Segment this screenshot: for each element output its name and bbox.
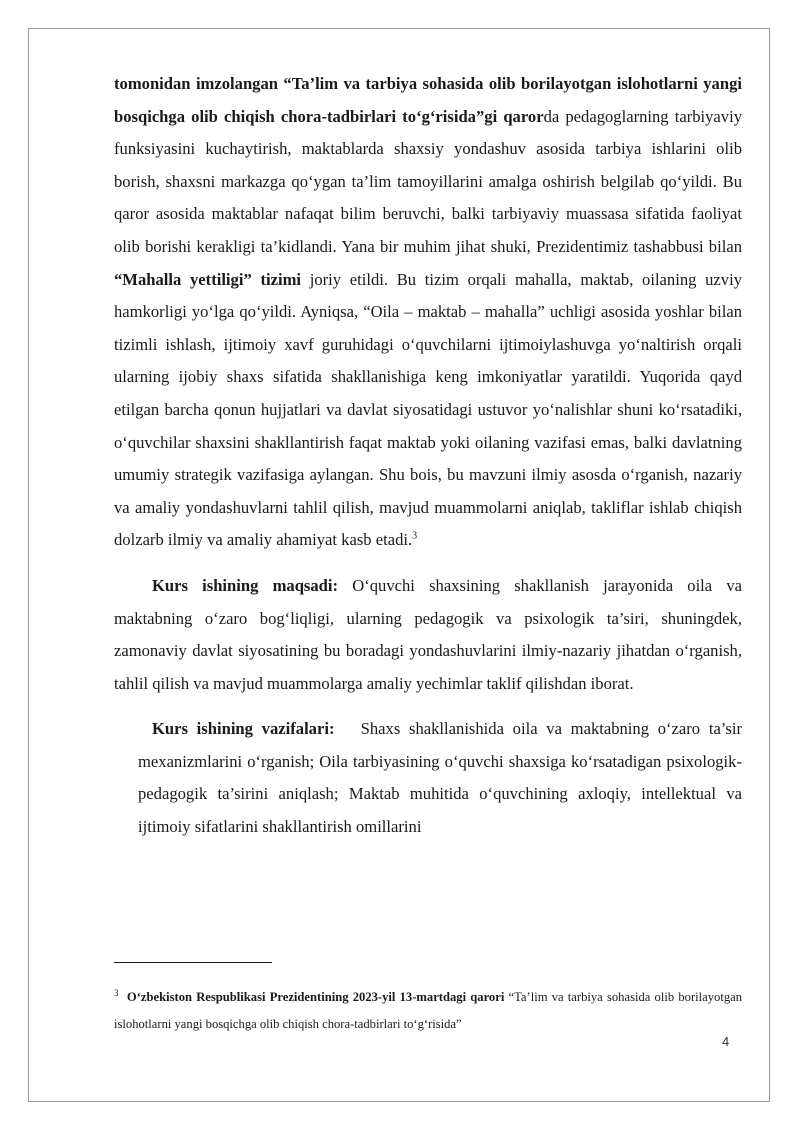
body-text <box>114 68 747 844</box>
decree-title: tomonidan imzolangan “Ta’lim va tarbiya sohasida olib borilayotgan islohotlarni yangi bosqichga olib chiqish chora-tadbirlari to‘g‘risida”gi qaror <box>114 74 742 126</box>
mahalla-system-term: “Mahalla yettiligi” tizimi <box>114 269 301 289</box>
footnote-source: O‘zbekiston Respublikasi Prezidentining 2023-yil 13-martdagi qarori <box>126 990 505 1004</box>
paragraph-goal: Kurs ishining maqsadi: O‘quvchi shaxsining shakllanish jarayonida oila va maktabning o‘zaro bog‘liqligi, ularning pedagogik va psixologik ta’siri, shuningdek, zamonaviy davlat siyosatining bu boradagi yondashuvlarini ilmiy-nazariy jihatdan o‘rganish, tahlil qilish va mavjud muammolarga amaliy yechimlar taklif qilishdan iborat. <box>114 575 742 693</box>
paragraph-policy: tomonidan imzolangan “Ta’lim va tarbiya sohasida olib borilayotgan islohotlarni yangi bosqichga olib chiqish chora-tadbirlari to‘g‘risida”gi qarorda pedagoglarning tarbiyaviy funksiyasini kuchaytirish, maktablarda shaxsiy yondashuv asosida tarbiya ishlarini olib borish, shaxsni markazga qo‘ygan ta’lim tamoyillarini amalga oshirish belgilab qo‘yildi. Bu qaror asosida maktablar nafaqat bilim beruvchi, balki tarbiyaviy muassasa sifatida faoliyat olib borishi kerakligi ta’kidlandi. Yana bir muhim jihat shuki, Prezidentimiz tashabbusi bilan “Mahalla yettiligi” tizimi joriy etildi. Bu tizim orqali mahalla, maktab, oilaning uzviy hamkorligi yo‘lga qo‘yildi. Ayniqsa, “Oila – maktab – mahalla” uchligi asosida yoshlar bilan tizimli ishlash, ijtimoiy xavf guruhidagi o‘quvchilarni ijtimoiylashuvga yo‘naltirish orqali ularning ijobiy shaxs sifatida shakllanishiga keng imkoniyatlar yaratildi. Yuqorida qayd etilgan barcha qonun hujjatlari va davlat siyosatidagi ustuvor yo‘nalishlar shuni ko‘rsatadiki, o‘quvchilar shaxsini shakllantirish faqat maktab yoki oilaning vazifasi emas, balki davlatning umumiy strategik vazifasiga aylangan. Shu bois, bu mavzuni ilmiy asosda o‘rganish, nazariy va amaliy yondashuvlarni tahlil qilish, mavjud muammolarni aniqlab, takliflar ishlab chiqish dolzarb ilmiy va amaliy ahamiyat kasb etadi.$^3$ <box>114 74 743 550</box>
footnote-number: 3 <box>114 987 119 998</box>
tasks-heading: Kurs ishining vazifalari: <box>152 719 335 739</box>
footnote-separator <box>114 962 272 963</box>
footnote-reference[interactable]: 3 <box>412 530 418 542</box>
paragraph-tasks: Kurs ishining vazifalari: Shaxs shakllanishida oila va maktabning o‘zaro ta’sir mexanizmlarini o‘rganish; Oila tarbiyasining o‘quvchi shaxsiga ko‘rsatadigan psixologik-pedagogik ta’sirini aniqlash; Maktab muhitida o‘quvchining axloqiy, intellektual va ijtimoiy sifatlarini shakllantirish omillarini <box>138 719 747 837</box>
footnote: $^3$ O‘zbekiston Respublikasi Prezidentining 2023-yil 13-martdagi qarori “Ta’lim va tarbiya sohasida olib borilayotgan islohotlarni yangi bosqichga olib chiqish chora-tadbirlari to‘g‘risida” <box>114 987 743 1031</box>
goal-heading: Kurs ishining maqsadi: <box>152 575 339 595</box>
page-number: 4 <box>722 1034 730 1049</box>
